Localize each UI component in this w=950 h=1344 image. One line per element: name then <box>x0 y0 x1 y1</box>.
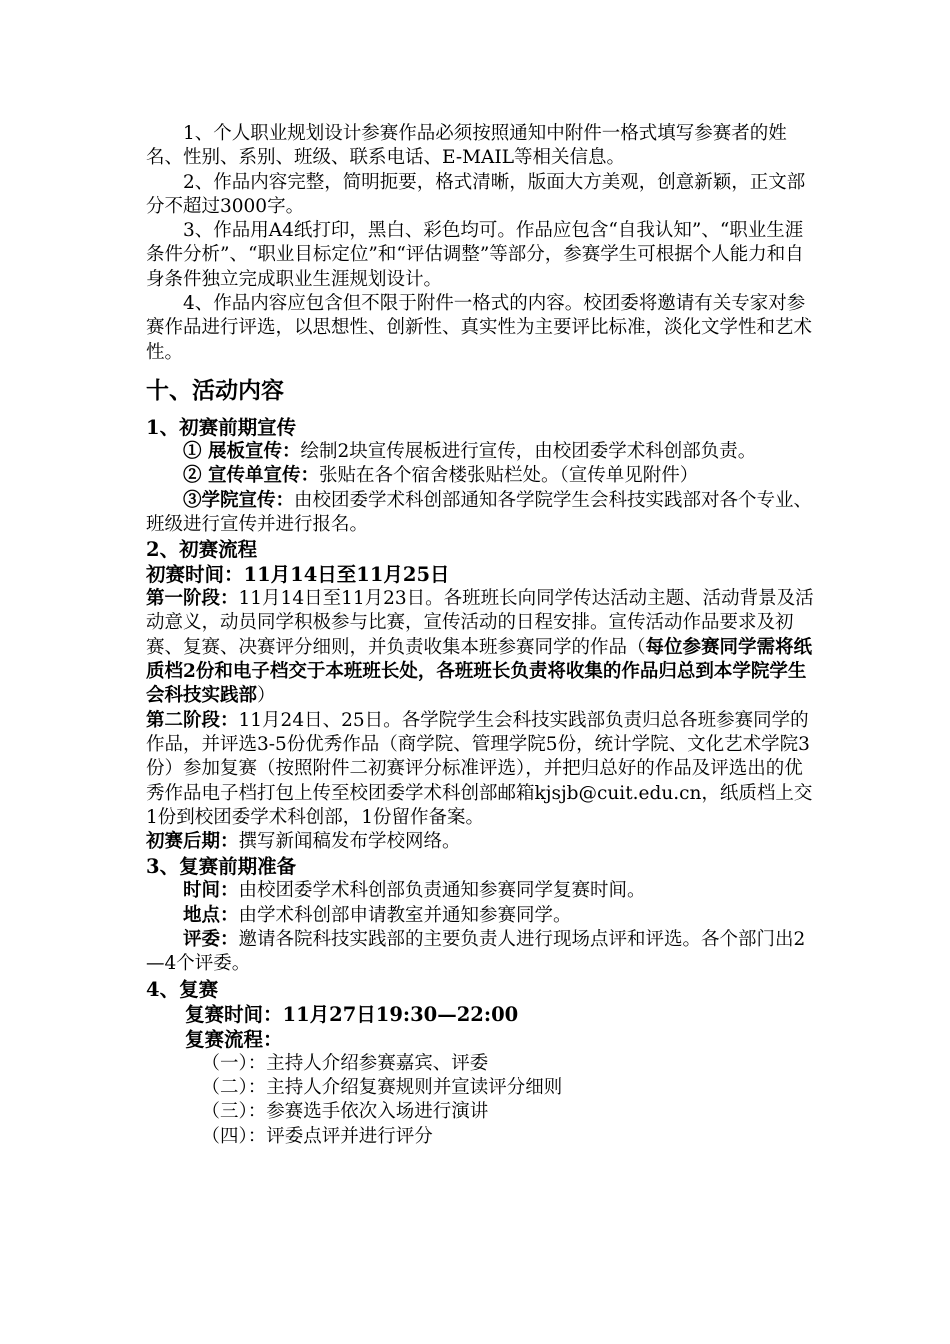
s2-stage1-bold: 每位参赛同学需将纸质档2份和电子档交于本班班长处，各班班长负责将收集的作品归总到本学院学生会科技实践部 <box>146 636 813 707</box>
s2-late <box>146 830 818 854</box>
s3-item-3 <box>146 928 818 977</box>
s2-late-text: 撰写新闻稿发布学校网络。 <box>238 831 461 853</box>
s2-stage2-label: 第二阶段： <box>146 709 239 731</box>
s1-item-3-text: 由校团委学术科创部通知各学院学生会科技实践部对各个专业、班级进行宣传并进行报名。 <box>146 489 813 535</box>
s1-item-3 <box>146 489 818 538</box>
s3-item-1-text: 由校团委学术科创部负责通知参赛同学复赛时间。 <box>238 880 646 902</box>
s4-title: 4、复赛 <box>146 977 219 1001</box>
requirement-1: 1、个人职业规划设计参赛作品必须按照通知中附件一格式填写参赛者的姓名、性别、系别、班级、联系电话、E-MAIL等相关信息。 <box>146 123 787 169</box>
s3-title: 3、复赛前期准备 <box>146 855 297 879</box>
document-body <box>146 122 818 1149</box>
s1-item-1 <box>146 440 818 464</box>
s4-step-4: （四）：评委点评并进行评分 <box>201 1125 433 1147</box>
s1-item-3-label: ③学院宣传： <box>183 489 295 511</box>
s2-stage2 <box>146 709 818 830</box>
s3-item-1-label: 时间： <box>183 880 239 902</box>
s2-stage2-text: 11月24日、25日。各学院学生会科技实践部负责归总各班参赛同学的作品，并评选3-5份优秀作品（商学院、管理学院5份，统计学院、文化艺术学院3份）参加复赛（按照附件二初赛评分标准评选），并把归总好的作品及评选出的优秀作品电子档打包上传至校团委学术科创部邮箱kjsjb@cuit.edu.cn，纸质档上交1份到校团委学术科创部，1份留作备案。 <box>146 709 813 828</box>
s4-flow-label: 复赛流程： <box>185 1027 283 1051</box>
s3-item-3-label: 评委： <box>183 929 239 951</box>
section-title: 十、活动内容 <box>146 376 284 404</box>
s3-item-2-text: 由学术科创部申请教室并通知参赛同学。 <box>238 904 572 926</box>
s3-item-3-text: 邀请各院科技实践部的主要负责人进行现场点评和评选。各个部门出2—4个评委。 <box>146 929 806 975</box>
s1-item-1-label: ① 展板宣传： <box>183 440 301 462</box>
s2-stage1-label: 第一阶段： <box>146 588 239 610</box>
s3-item-2 <box>146 904 818 928</box>
s2-stage1-end: ） <box>257 685 276 707</box>
s1-item-2-text: 张贴在各个宿舍楼张贴栏处。（宣传单见附件） <box>318 465 699 487</box>
requirement-4: 4、作品内容应包含但不限于附件一格式的内容。校团委将邀请有关专家对参赛作品进行评选，以思想性、创新性、真实性为主要评比标准，淡化文学性和艺术性。 <box>146 293 813 363</box>
s2-stage1 <box>146 587 818 708</box>
s2-late-label: 初赛后期： <box>146 831 239 853</box>
s4-time: 复赛时间：11月27日19:30—22:00 <box>185 1002 519 1026</box>
s3-item-1 <box>146 879 818 903</box>
requirement-3: 3、作品用A4纸打印，黑白、彩色均可。作品应包含“自我认知”、“职业生涯条件分析”、“职业目标定位”和“评估调整”等部分，参赛学生可根据个人能力和自身条件独立完成职业生涯规划设计。 <box>146 220 804 290</box>
s1-item-2-label: ② 宣传单宣传： <box>183 465 319 487</box>
s3-item-2-label: 地点： <box>183 904 239 926</box>
s2-title: 2、初赛流程 <box>146 538 258 562</box>
s4-step-1: （一）：主持人介绍参赛嘉宾、评委 <box>201 1052 489 1074</box>
s4-step-2: （二）：主持人介绍复赛规则并宣读评分细则 <box>201 1076 563 1098</box>
s2-time: 初赛时间：11月14日至11月25日 <box>146 563 450 587</box>
s1-item-2 <box>146 464 818 488</box>
s2-stage1-text: 11月14日至11月23日。各班班长向同学传达活动主题、活动背景及活动意义，动员同学积极参与比赛，宣传活动的日程安排。宣传活动作品要求及初赛、复赛、决赛评分细则，并负责收集本班参赛同学的作品（ <box>146 588 814 658</box>
s4-step-3: （三）：参赛选手依次入场进行演讲 <box>201 1101 489 1123</box>
s1-item-1-text: 绘制2块宣传展板进行宣传，由校团委学术科创部负责。 <box>300 440 757 462</box>
requirement-2: 2、作品内容完整，简明扼要，格式清晰，版面大方美观，创意新颖，正文部分不超过3000字。 <box>146 171 806 217</box>
s1-title: 1、初赛前期宣传 <box>146 415 297 439</box>
